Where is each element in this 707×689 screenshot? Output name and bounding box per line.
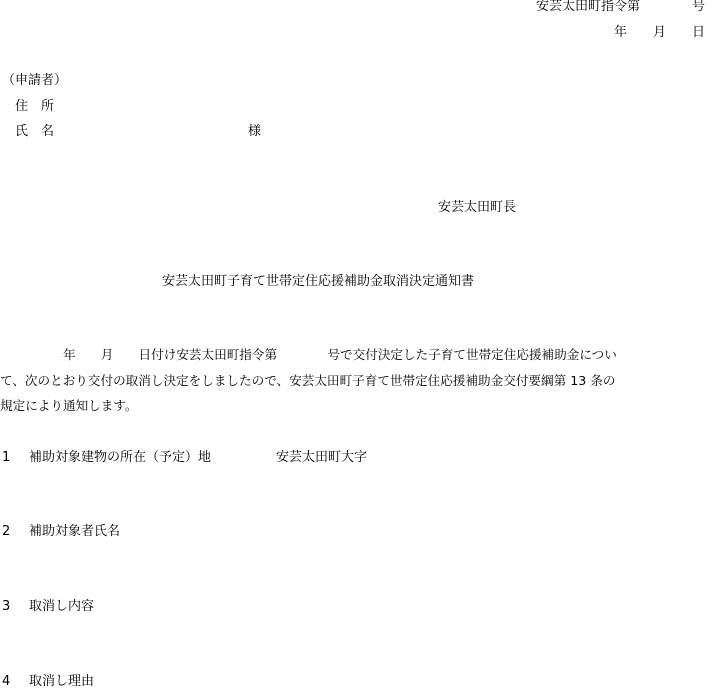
item-label: 取消し内容 [29,599,95,614]
item-number: 1 [2,450,11,465]
item-label: 補助対象者氏名 [29,524,121,539]
date-line: 年 月 日 [613,25,705,40]
item-number: 2 [2,524,11,539]
honorific: 様 [248,124,262,139]
body-line-1: 年 月 日付け安芸太田町指令第 号で交付決定した子育て世帯定住応援補助金につい [0,347,617,362]
body-line-2: て、次のとおり交付の取消し決定をしましたので、安芸太田町子育て世帯定住応援補助金交付要綱第 13 条の [0,373,616,388]
item-label: 補助対象建物の所在（予定）地 [29,450,212,465]
body-line-3: 規定により通知します。 [0,398,138,413]
name-label: 氏 名 [15,124,55,139]
item-number: 3 [2,599,11,614]
applicant-label: （申請者） [2,73,68,88]
sender: 安芸太田町長 [438,200,517,215]
item-label: 取消し理由 [29,674,95,689]
issuer-number: 安芸太田町指令第 号 [535,0,705,14]
item-number: 4 [2,674,11,689]
document-title: 安芸太田町子育て世帯定住応援補助金取消決定通知書 [162,274,475,289]
address-label: 住 所 [15,99,55,114]
item-value: 安芸太田町大字 [276,450,368,465]
